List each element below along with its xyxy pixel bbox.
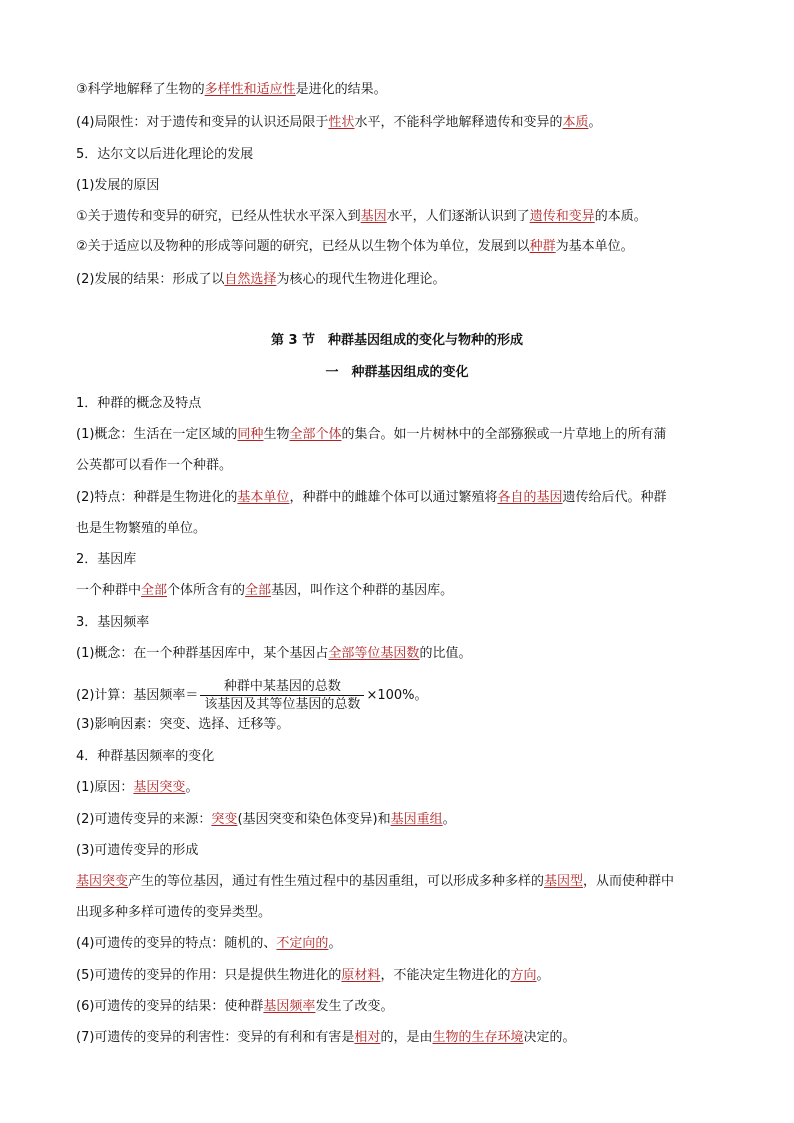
text-line [76, 778, 198, 798]
text-segment: (3)可遗传变异的形成 [76, 843, 199, 858]
text-segment: 的本质。 [594, 209, 647, 224]
text-segment: (2)发展的结果：形成了以 [76, 272, 225, 287]
text-segment: (6)可遗传的变异的结果：使种群 [76, 999, 264, 1014]
text-segment: 一个种群中 [76, 583, 142, 598]
text-segment: 遗传给后代。种群 [562, 490, 667, 505]
text-line [76, 550, 136, 570]
text-segment: ，种群中的雌雄个体可以通过繁殖将 [289, 490, 498, 505]
text-segment: 也是生物繁殖的单位。 [76, 521, 207, 536]
text-segment: 3．基因频率 [76, 615, 150, 630]
text-line [76, 488, 666, 508]
text-line [76, 747, 214, 767]
text-segment: (1)发展的原因 [76, 178, 160, 193]
formula-numerator: 种群中某基因的总数 [200, 678, 364, 696]
answer-underlined: 全部 [245, 583, 272, 598]
answer-underlined: 基本单位 [237, 490, 290, 505]
text-segment: 。 [588, 115, 602, 130]
text-segment: 。 [442, 812, 456, 827]
text-line [76, 934, 341, 954]
text-segment: 为基本单位。 [555, 239, 634, 254]
text-line [76, 270, 445, 290]
text-segment: 的集合。如一片树林中的全部猕猴或一片草地上的所有蒲 [341, 427, 667, 442]
text-segment: (1)原因： [76, 780, 134, 795]
text-line [76, 581, 453, 601]
text-segment: (5)可遗传的变异的作用：只是提供生物进化的 [76, 968, 342, 983]
text-segment: (4)可遗传的变异的特点：随机的、 [76, 936, 277, 951]
text-line [76, 644, 471, 664]
answer-underlined: 基因 [360, 209, 387, 224]
text-line [76, 145, 253, 165]
text-line [76, 237, 634, 257]
subsection-title: 一 种群基因组成的变化 [325, 365, 469, 380]
text-line [76, 715, 289, 735]
text-line [76, 810, 456, 830]
text-segment: ，不能决定生物进化的 [380, 968, 511, 983]
text-segment: (2)可遗传变异的来源： [76, 812, 212, 827]
text-line [76, 903, 271, 923]
answer-underlined: 全部个体 [289, 427, 342, 442]
text-segment: ①关于遗传和变异的研究，已经从性状水平深入到 [76, 209, 361, 224]
formula-denominator: 该基因及其等位基因的总数 [204, 697, 361, 712]
text-segment: (1)概念：在一个种群基因库中，某个基因占 [76, 646, 329, 661]
text-segment: 个体所含有的 [167, 583, 246, 598]
text-segment: 为核心的现代生物进化理论。 [276, 272, 446, 287]
text-segment: (基因突变和染色体变异)和 [237, 812, 391, 827]
answer-underlined: 原材料 [341, 968, 381, 983]
text-line [76, 519, 206, 539]
answer-underlined: 多样性和适应性 [204, 82, 296, 97]
text-line [76, 207, 647, 227]
text-segment: (3)影响因素：突变、选择、迁移等。 [76, 717, 290, 732]
text-segment: 的，是由 [380, 1030, 433, 1045]
answer-underlined: 遗传和变异 [529, 209, 595, 224]
text-segment: (7)可遗传的变异的利害性：变异的有利和有害是 [76, 1030, 355, 1045]
text-segment: 发生了改变。 [315, 999, 394, 1014]
answer-underlined: 相对 [354, 1030, 381, 1045]
text-segment: (2)特点：种群是生物进化的 [76, 490, 238, 505]
text-segment: 。 [328, 936, 342, 951]
text-line [76, 613, 149, 633]
text-line [76, 113, 601, 133]
text-line [76, 176, 159, 196]
answer-underlined: 基因突变 [133, 780, 186, 795]
answer-underlined: 全部 [141, 583, 168, 598]
text-segment: 4．种群基因频率的变化 [76, 749, 215, 764]
text-segment: (1)概念：生活在一定区域的 [76, 427, 238, 442]
text-segment: 5．达尔文以后进化理论的发展 [76, 147, 254, 162]
text-segment: 的比值。 [419, 646, 472, 661]
text-segment: 是进化的结果。 [295, 82, 387, 97]
answer-underlined: 种群 [529, 239, 556, 254]
text-line [76, 456, 232, 476]
text-line [76, 425, 666, 445]
answer-underlined: 生物的生存环境 [432, 1030, 524, 1045]
text-line [76, 80, 387, 100]
text-segment: 2．基因库 [76, 552, 137, 567]
text-segment: ，从而使种群中 [583, 874, 675, 889]
formula-fraction [200, 678, 364, 713]
answer-underlined: 基因突变 [76, 874, 129, 889]
text-segment: 水平，人们逐渐认识到了 [386, 209, 530, 224]
answer-underlined: 各自的基因 [497, 490, 563, 505]
text-segment: 水平，不能科学地解释遗传和变异的 [354, 115, 563, 130]
text-segment: 出现多种多样可遗传的变异类型。 [76, 905, 272, 920]
text-segment: 产生的等位基因，通过有性生殖过程中的基因重组，可以形成多种多样的 [128, 874, 545, 889]
text-segment: 生物 [263, 427, 290, 442]
text-segment: ②关于适应以及物种的形成等问题的研究，已经从以生物个体为单位，发展到以 [76, 239, 530, 254]
section-title: 第 3 节 种群基因组成的变化与物种的形成 [270, 333, 524, 348]
formula-prefix: (2)计算：基因频率＝ [76, 688, 199, 703]
text-segment: 基因，叫作这个种群的基因库。 [271, 583, 454, 598]
text-segment: 。 [185, 780, 199, 795]
answer-underlined: 本质 [562, 115, 589, 130]
text-line [76, 394, 201, 414]
text-line [76, 1028, 575, 1048]
answer-underlined: 不定向的 [276, 936, 329, 951]
answer-underlined: 突变 [211, 812, 238, 827]
answer-underlined: 自然选择 [224, 272, 277, 287]
text-segment: 公英都可以看作一个种群。 [76, 458, 233, 473]
answer-underlined: 性状 [328, 115, 355, 130]
answer-underlined: 同种 [237, 427, 264, 442]
text-line [76, 966, 549, 986]
text-segment: 。 [536, 968, 550, 983]
answer-underlined: 基因型 [544, 874, 584, 889]
answer-underlined: 方向 [510, 968, 537, 983]
text-line [76, 997, 393, 1017]
formula-suffix: ×100%。 [366, 688, 428, 703]
text-line [76, 841, 198, 861]
text-segment: (4)局限性：对于遗传和变异的认识还局限于 [76, 115, 329, 130]
answer-underlined: 全部等位基因数 [328, 646, 420, 661]
formula-line [76, 678, 428, 713]
text-segment: 决定的。 [523, 1030, 576, 1045]
answer-underlined: 基因频率 [263, 999, 316, 1014]
text-segment: ③科学地解释了生物的 [76, 82, 205, 97]
text-line [76, 872, 674, 892]
text-segment: 1．种群的概念及特点 [76, 396, 202, 411]
answer-underlined: 基因重组 [390, 812, 443, 827]
